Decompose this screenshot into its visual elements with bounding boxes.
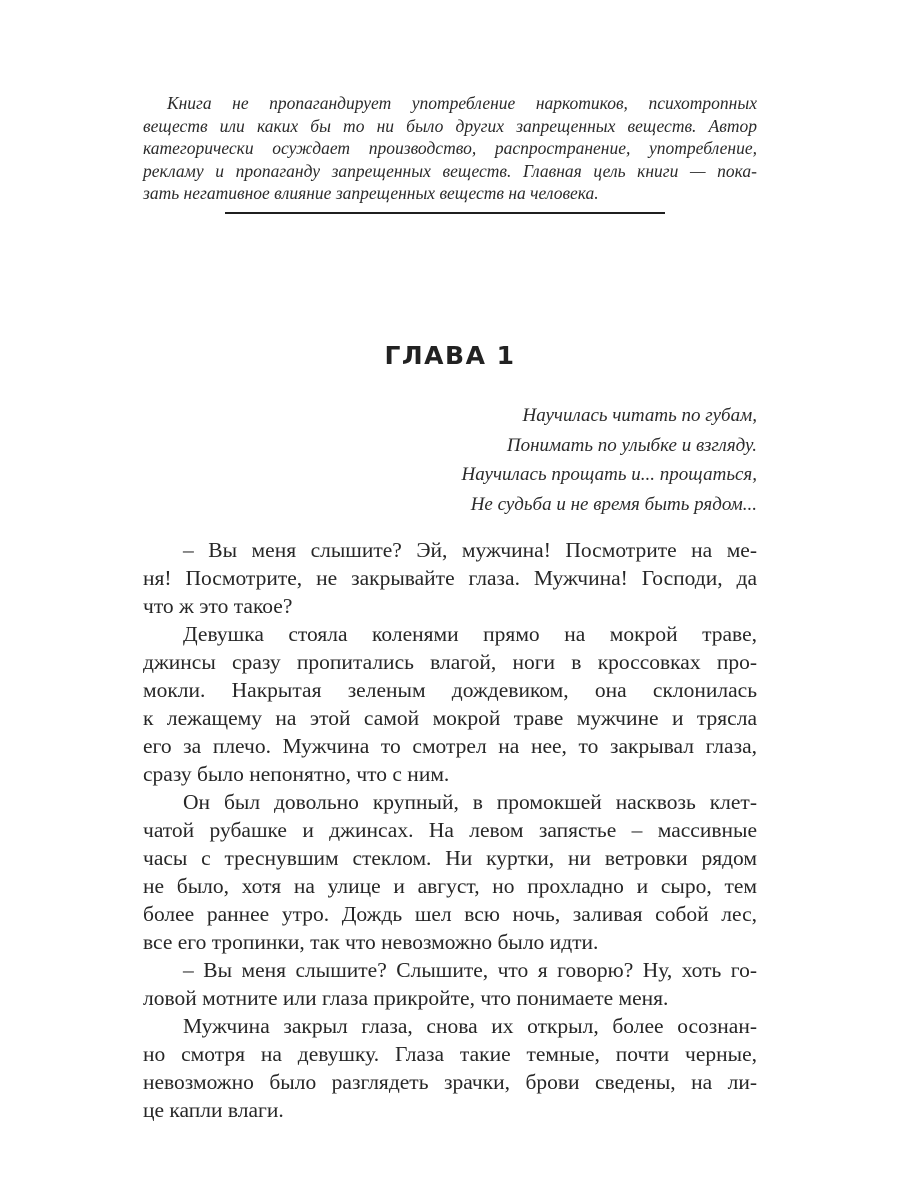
disclaimer-line: категорически осуждает производство, распространение, употребление, (143, 138, 757, 158)
body-line: сразу было непонятно, что с ним. (143, 762, 450, 786)
body-line: невозможно было разглядеть зрачки, брови сведены, на ли- (143, 1070, 757, 1094)
body-line: Мужчина закрыл глаза, снова их открыл, более осознан- (183, 1014, 757, 1038)
epigraph-line: Не судьба и не время быть рядом... (470, 493, 757, 515)
disclaimer-notice (143, 92, 757, 205)
disclaimer-line: рекламу и пропаганду запрещенных веществ. Главная цель книги — пока- (143, 160, 757, 181)
chapter-title: ГЛАВА 1 (384, 341, 516, 370)
body-line: Он был довольно крупный, в промокшей насквозь клет- (183, 790, 757, 814)
body-line: чатой рубашке и джинсах. На левом запястье – массивные (143, 818, 757, 842)
body-line: не было, хотя на улице и август, но прохладно и сыро, тем (143, 874, 757, 898)
chapter-body-text (143, 536, 757, 1124)
disclaimer-line: веществ или каких бы то ни было других запрещенных веществ. Автор (143, 115, 757, 136)
epigraph (462, 401, 757, 519)
body-line: его за плечо. Мужчина то смотрел на нее, то закрывал глаза, (143, 734, 757, 758)
body-line: более раннее утро. Дождь шел всю ночь, заливая собой лес, (143, 902, 757, 926)
body-line: – Вы меня слышите? Слышите, что я говорю? Ну, хоть го- (183, 958, 757, 982)
body-line: ня! Посмотрите, не закрывайте глаза. Мужчина! Господи, да (143, 566, 757, 590)
body-line: – Вы меня слышите? Эй, мужчина! Посмотрите на ме- (183, 538, 757, 562)
epigraph-line: Научилась прощать и... прощаться, (461, 464, 757, 485)
body-line: к лежащему на этой самой мокрой траве мужчине и трясла (143, 706, 757, 730)
body-line: но смотря на девушку. Глаза такие темные, почти черные, (143, 1042, 757, 1066)
body-line: часы с треснувшим стеклом. Ни куртки, ни ветровки рядом (143, 846, 757, 870)
epigraph-line: Научилась читать по губам, (522, 405, 757, 426)
body-line: джинсы сразу пропитались влагой, ноги в кроссовках про- (143, 650, 757, 674)
disclaimer-line: Книга не пропагандирует употребление наркотиков, психотропных (167, 93, 757, 113)
body-line: ловой мотните или глаза прикройте, что понимаете меня. (143, 986, 669, 1010)
body-line: Девушка стояла коленями прямо на мокрой траве, (183, 622, 757, 646)
body-line: все его тропинки, так что невозможно было идти. (143, 930, 599, 954)
epigraph-line: Понимать по улыбке и взгляду. (506, 434, 757, 456)
disclaimer-line: зать негативное влияние запрещенных веществ на человека. (143, 183, 599, 203)
section-divider (225, 212, 665, 214)
body-line: мокли. Накрытая зеленым дождевиком, она склонилась (143, 678, 757, 702)
body-line: что ж это такое? (143, 594, 293, 618)
body-line: це капли влаги. (143, 1098, 284, 1122)
